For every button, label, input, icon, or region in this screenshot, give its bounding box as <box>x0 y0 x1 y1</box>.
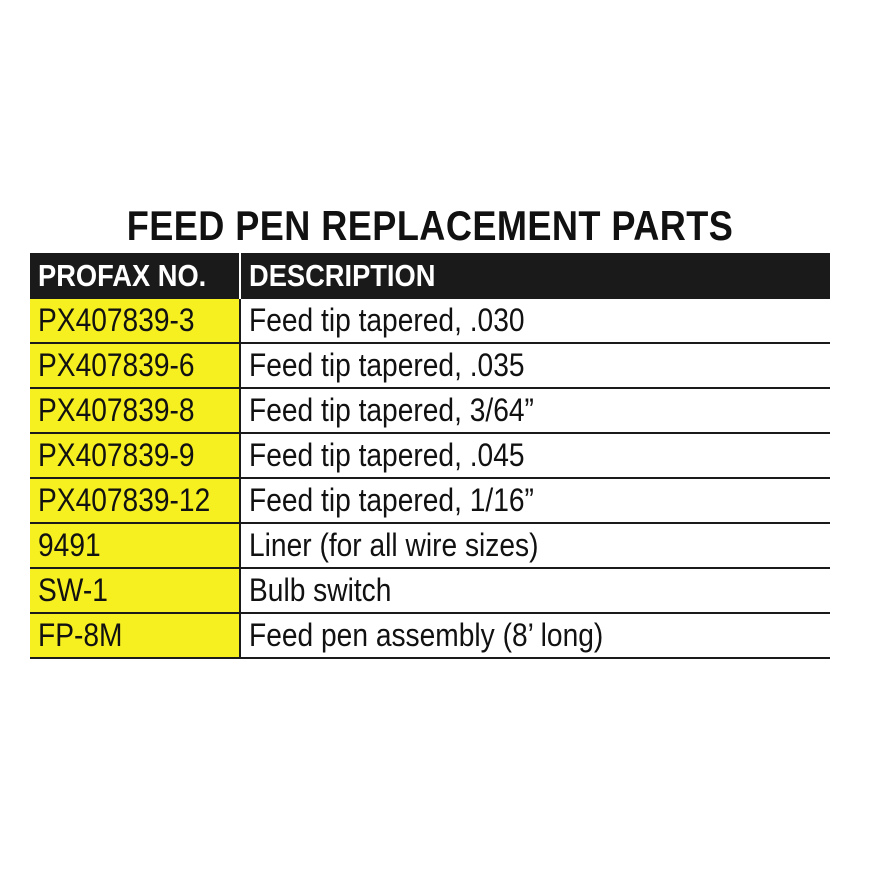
description-cell <box>241 479 830 522</box>
part-number-cell <box>30 479 241 522</box>
part-number: PX407839-12 <box>38 482 211 518</box>
description-cell <box>241 569 830 612</box>
table-row <box>30 299 830 344</box>
table-row <box>30 344 830 389</box>
part-description: Bulb switch <box>249 572 392 608</box>
description-cell <box>241 524 830 567</box>
part-description: Feed tip tapered, 3/64” <box>249 392 534 428</box>
part-number: SW-1 <box>38 572 108 608</box>
part-number: 9491 <box>38 527 101 563</box>
part-number: PX407839-3 <box>38 302 195 338</box>
description-cell <box>241 299 830 342</box>
table-row <box>30 569 830 614</box>
part-description: Feed tip tapered, .030 <box>249 302 525 338</box>
table-row <box>30 524 830 569</box>
part-description: Feed tip tapered, .045 <box>249 437 525 473</box>
part-number-cell <box>30 434 241 477</box>
part-number-cell <box>30 524 241 567</box>
header-description-label: DESCRIPTION <box>249 258 436 293</box>
header-part-number-label: PROFAX NO. <box>38 258 207 293</box>
description-cell <box>241 389 830 432</box>
description-cell <box>241 344 830 387</box>
table-row <box>30 434 830 479</box>
table-row <box>30 479 830 524</box>
description-cell <box>241 614 830 657</box>
parts-table <box>30 253 830 659</box>
part-number: FP-8M <box>38 617 123 653</box>
part-number-cell <box>30 344 241 387</box>
part-number: PX407839-9 <box>38 437 195 473</box>
part-number-cell <box>30 299 241 342</box>
table-header-row <box>30 253 830 299</box>
header-description <box>241 253 830 299</box>
part-number-cell <box>30 614 241 657</box>
part-description: Feed pen assembly (8’ long) <box>249 617 604 653</box>
part-description: Feed tip tapered, 1/16” <box>249 482 534 518</box>
part-number: PX407839-8 <box>38 392 195 428</box>
page-title: FEED PEN REPLACEMENT PARTS <box>126 202 734 249</box>
part-description: Feed tip tapered, .035 <box>249 347 525 383</box>
part-description: Liner (for all wire sizes) <box>249 527 539 563</box>
description-cell <box>241 434 830 477</box>
table-row <box>30 614 830 659</box>
table-row <box>30 389 830 434</box>
part-number: PX407839-6 <box>38 347 195 383</box>
part-number-cell <box>30 569 241 612</box>
part-number-cell <box>30 389 241 432</box>
header-part-number <box>30 253 241 299</box>
